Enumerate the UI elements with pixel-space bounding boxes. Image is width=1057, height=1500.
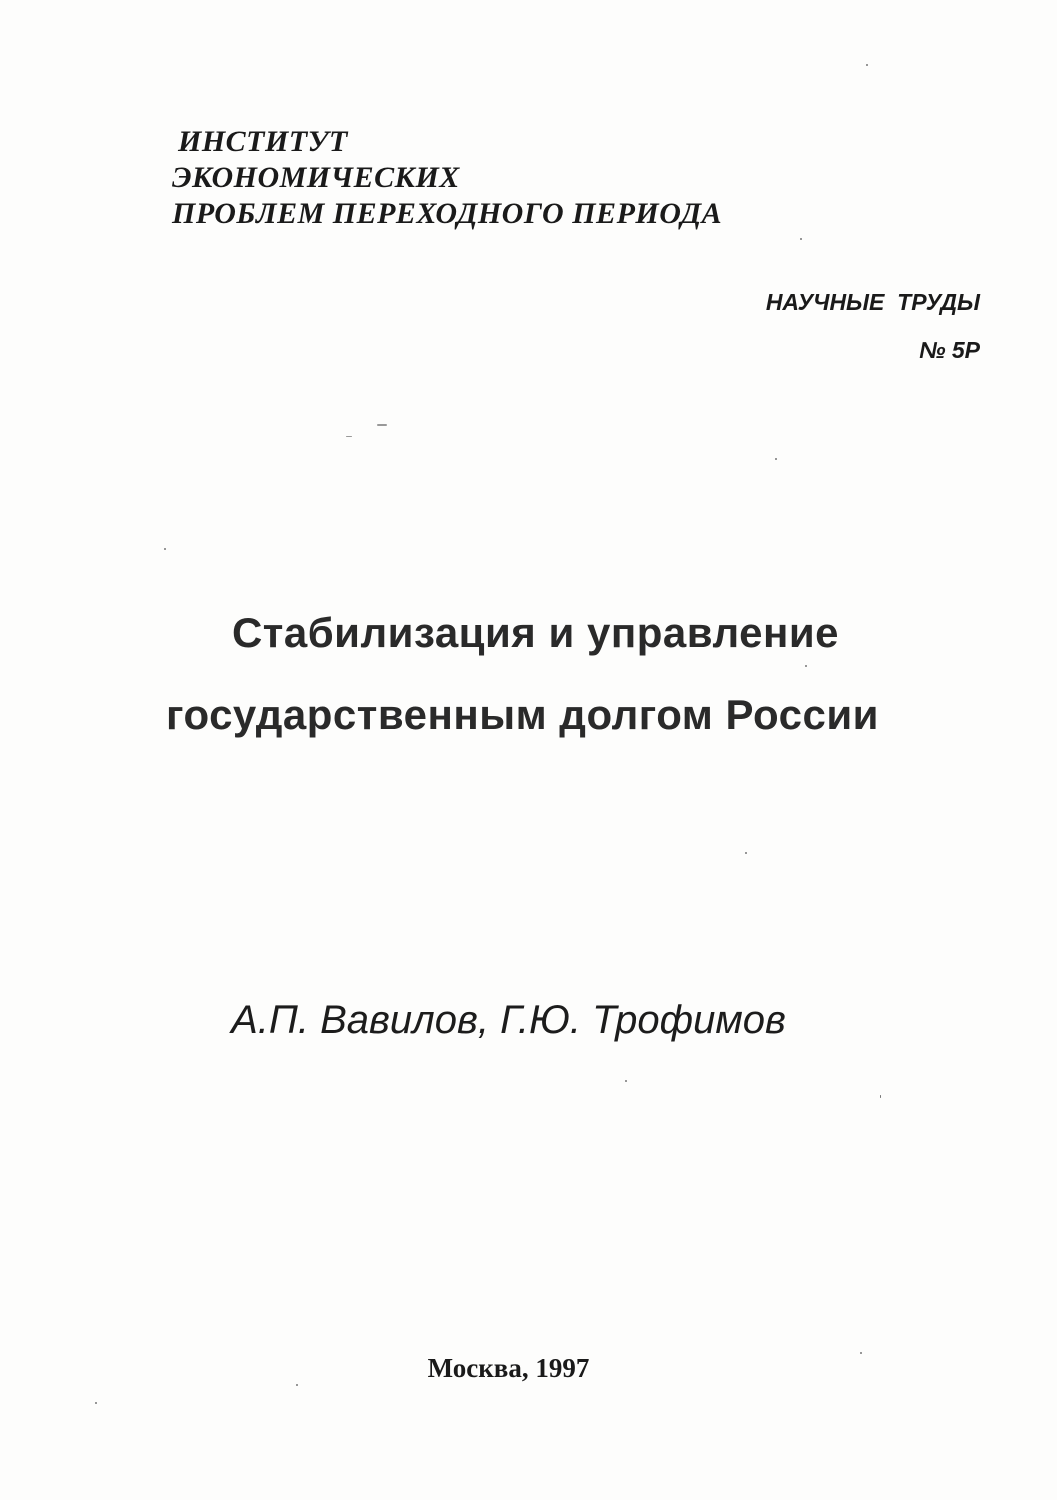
series-name: НАУЧНЫЕ ТРУДЫ <box>765 289 980 315</box>
scan-speck <box>625 1080 627 1082</box>
series-block <box>766 278 980 374</box>
institute-line-3: ПРОБЛЕМ ПЕРЕХОДНОГО ПЕРИОДА <box>172 197 723 230</box>
series-number: № 5Р <box>919 337 980 363</box>
scan-speck <box>377 424 387 426</box>
authors: А.П. Вавилов, Г.Ю. Трофимов <box>231 998 786 1042</box>
scan-speck <box>775 458 777 460</box>
scan-speck <box>800 238 802 240</box>
scan-speck <box>95 1402 97 1404</box>
document-title <box>0 592 1057 756</box>
scan-speck <box>805 665 807 667</box>
scan-speck <box>164 548 166 550</box>
scan-speck <box>346 436 352 437</box>
scan-speck <box>860 1352 862 1354</box>
title-line-1: Стабилизация и управление <box>231 609 840 656</box>
institute-name <box>172 124 722 232</box>
institute-line-2: ЭКОНОМИЧЕСКИХ <box>172 161 460 194</box>
title-line-2: государственным долгом России <box>166 691 879 738</box>
scan-speck <box>296 1384 298 1386</box>
place-and-year: Москва, 1997 <box>427 1353 590 1383</box>
institute-line-1: ИНСТИТУТ <box>178 125 348 158</box>
scan-speck <box>866 64 868 66</box>
scan-speck <box>745 852 747 854</box>
scan-speck <box>880 1095 881 1098</box>
